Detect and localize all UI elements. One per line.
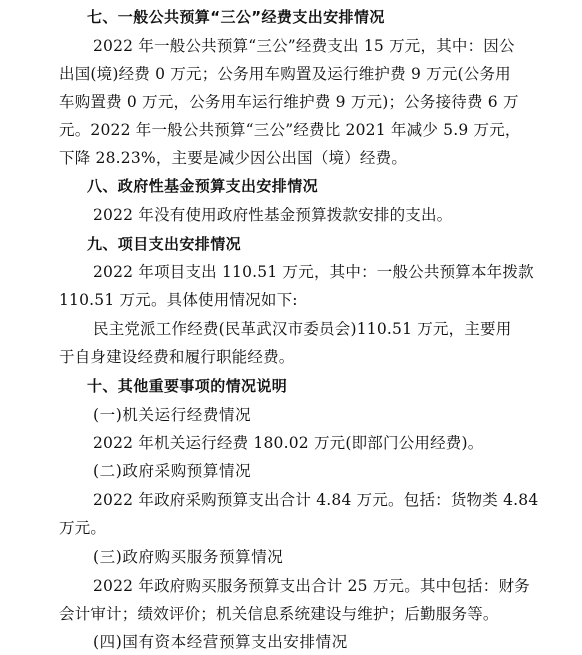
paragraph-line: 110.51 万元。具体使用情况如下:: [59, 291, 298, 309]
paragraph-line: 出国(境)经费 0 万元；公务用车购置及运行维护费 9 万元(公务用: [59, 65, 511, 83]
paragraph-line: 车购置费 0 万元，公务用车运行维护费 9 万元)；公务接待费 6 万: [59, 93, 519, 111]
subsection-1-title: (一)机关运行经费情况: [93, 406, 252, 424]
paragraph-line: 2022 年政府采购预算支出合计 4.84 万元。包括：货物类 4.84: [93, 491, 539, 509]
paragraph-line: 2022 年没有使用政府性基金预算拨款安排的支出。: [93, 206, 453, 224]
subsection-2-title: (二)政府采购预算情况: [93, 462, 252, 480]
paragraph-line: 民主党派工作经费(民革武汉市委员会)110.51 万元，主要用: [93, 320, 512, 338]
section-10-heading: 十、其他重要事项的情况说明: [87, 377, 288, 395]
subsection-3-title: (三)政府购买服务预算情况: [93, 548, 284, 566]
paragraph-line: 万元。: [59, 519, 107, 537]
paragraph-line: 2022 年项目支出 110.51 万元，其中：一般公共预算本年拨款: [93, 263, 534, 281]
section-7-heading: 七、一般公共预算“三公”经费支出安排情况: [87, 8, 385, 26]
subsection-4-title: (四)国有资本经营预算支出安排情况: [93, 633, 348, 651]
paragraph-line: 元。2022 年一般公共预算“三公”经费比 2021 年减少 5.9 万元，: [59, 121, 521, 139]
paragraph-line: 2022 年一般公共预算“三公”经费支出 15 万元，其中：因公: [93, 37, 515, 55]
paragraph-line: 于自身建设经费和履行职能经费。: [59, 348, 295, 366]
paragraph-line: 会计审计；绩效评价；机关信息系统建设与维护；后勤服务等。: [59, 605, 499, 623]
paragraph-line: 2022 年政府购买服务预算支出合计 25 万元。其中包括：财务: [93, 577, 530, 595]
paragraph-line: 下降 28.23%，主要是减少因公出国（境）经费。: [59, 149, 408, 167]
section-9-heading: 九、项目支出安排情况: [87, 235, 242, 253]
section-8-heading: 八、政府性基金预算支出安排情况: [87, 177, 319, 195]
paragraph-line: 2022 年机关运行经费 180.02 万元(即部门公用经费)。: [93, 434, 484, 452]
